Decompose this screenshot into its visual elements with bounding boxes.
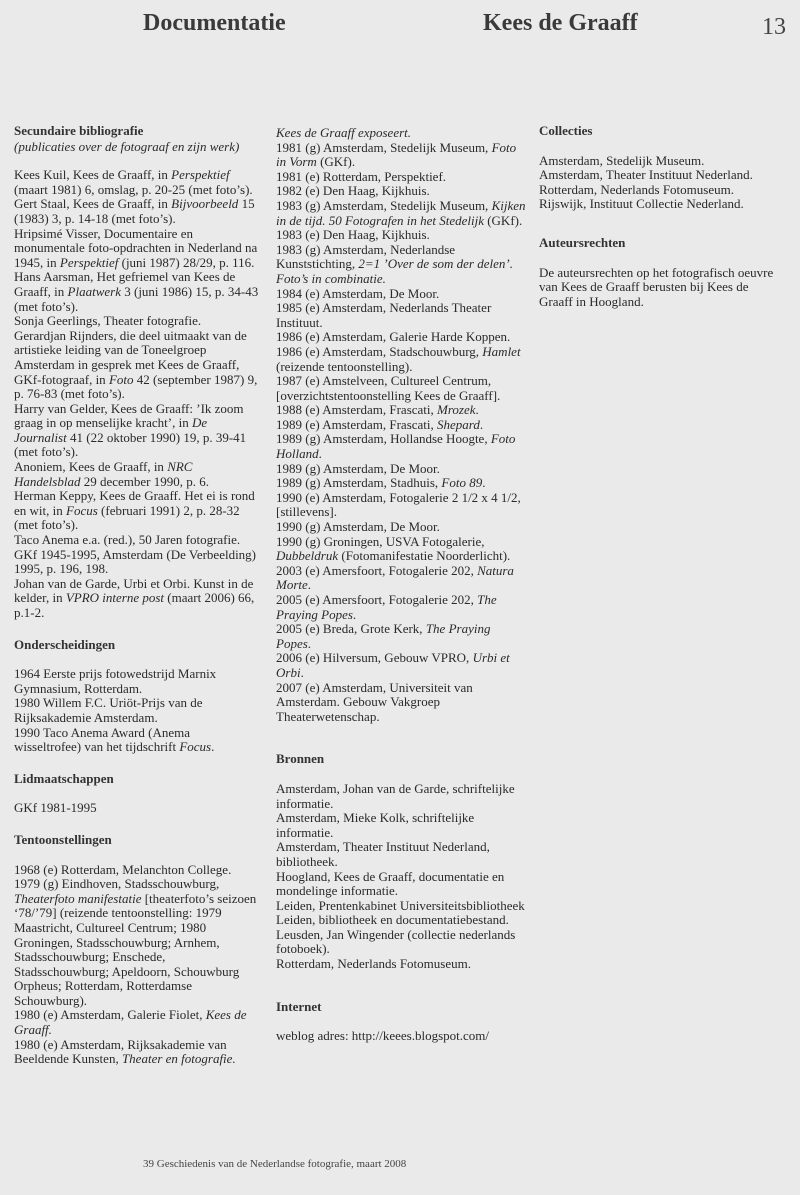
column-middle [276, 126, 526, 1044]
bibliography-entry: Sonja Geerlings, Theater fotografie. [14, 313, 202, 329]
source-entry: Amsterdam, Theater Instituut Nederland, bibliotheek. [276, 839, 490, 869]
source-entry: Rotterdam, Nederlands Fotomuseum. [276, 956, 471, 972]
source-entry: Hoogland, Kees de Graaff, documentatie en mondelinge informatie. [276, 868, 505, 899]
source-entry: Leusden, Jan Wingender (collectie nederlands fotoboek). [276, 926, 516, 957]
bibliography-entry: Gerardjan Rijnders, die deel uitmaakt van de artistieke leiding van de Toneelgroep Amsterdam in gesprek met Kees de Graaff, GKf-fotograaf, in Foto 42 (september 1987) 9, p. 76-83 (met foto’s). [14, 327, 258, 402]
exhibition-entry: 1983 (g) Amsterdam, Stedelijk Museum, Kijken in de tijd. 50 Fotografen in het Stedelijk (GKf). [276, 197, 526, 228]
bibliography-entry: Harry van Gelder, Kees de Graaff: ’Ik zoom graag in op menselijke kracht’, in De Journalist 41 (22 oktober 1990) 19, p. 39-41 (met foto’s). [14, 400, 247, 460]
awards-heading: Onderscheidingen [14, 636, 116, 652]
sources-heading: Bronnen [276, 751, 325, 767]
exhibition-entry: 2006 (e) Hilversum, Gebouw VPRO, Urbi et Orbi. [276, 650, 510, 680]
award-entry: 1980 Willem F.C. Uriöt-Prijs van de Rijksakademie Amsterdam. [14, 695, 203, 725]
bibliography-entry: Hripsimé Visser, Documentaire en monumentale foto-opdrachten in Nederland na 1945, in Perspektief (juni 1987) 28/29, p. 116. [14, 225, 258, 270]
page-footer: 39 Geschiedenis van de Nederlandse fotografie, maart 2008 [143, 1158, 407, 1170]
collection-entry: Amsterdam, Stedelijk Museum. [539, 152, 705, 168]
exhibition-entry: 2005 (e) Breda, Grote Kerk, The Praying Popes. [276, 621, 491, 651]
exhibition-entry: 1989 (g) Amsterdam, Stadhuis, Foto 89. [276, 475, 486, 491]
exhibition-entry: 1983 (g) Amsterdam, Nederlandse Kunststichting, 2=1 ’Over de som der delen’. Foto’s in combinatie. [276, 241, 513, 286]
award-entry: 1990 Taco Anema Award (Anema wisseltrofee) van het tijdschrift Focus. [14, 724, 215, 755]
bibliography-entry: Herman Keppy, Kees de Graaff. Het ei is rond en wit, in Focus (februari 1991) 2, p. 28-32 (met foto’s). [14, 488, 255, 533]
exhibition-entry: 1984 (e) Amsterdam, De Moor. [276, 285, 440, 301]
bibliography-entry: Kees Kuil, Kees de Graaff, in Perspektief (maart 1981) 6, omslag, p. 20-25 (met foto’s). [14, 167, 253, 197]
exhibition-entry: 1982 (e) Den Haag, Kijkhuis. [276, 183, 430, 199]
award-entry: 1964 Eerste prijs fotowedstrijd Marnix Gymnasium, Rotterdam. [14, 666, 217, 696]
exhibition-entry: Kees de Graaff exposeert. [276, 125, 412, 140]
exhibition-entry: 1988 (e) Amsterdam, Frascati, Mrozek. [276, 402, 479, 418]
secondary-bibliography-heading: Secundaire bibliografie [14, 123, 144, 138]
exhibition-entry: 1990 (e) Amsterdam, Fotogalerie 2 1/2 x 4 1/2, [stillevens]. [276, 489, 521, 520]
collection-entry: Rijswijk, Instituut Collectie Nederland. [539, 196, 744, 212]
exhibition-entry: 1986 (e) Amsterdam, Stadschouwburg, Hamlet (reizende tentoonstelling). [276, 343, 521, 374]
bibliography-entry: Taco Anema e.a. (red.), 50 Jaren fotografie. GKf 1945-1995, Amsterdam (De Verbeelding) 1995, p. 196, 198. [14, 532, 257, 577]
collections-heading: Collecties [539, 123, 593, 138]
exhibition-entry: 1990 (g) Groningen, USVA Fotogalerie, Dubbeldruk (Fotomanifestatie Noorderlicht). [276, 533, 511, 564]
bibliography-entry: Hans Aarsman, Het gefriemel van Kees de Graaff, in Plaatwerk 3 (juni 1986) 15, p. 34-43 (met foto’s). [14, 269, 259, 314]
page-number: 13 [762, 14, 786, 40]
exhibition-entry: 1986 (e) Amsterdam, Galerie Harde Koppen. [276, 329, 511, 345]
exhibition-entry: 1989 (g) Amsterdam, Hollandse Hoogte, Foto Holland. [276, 431, 516, 462]
exhibition-entry: 1989 (e) Amsterdam, Frascati, Shepard. [276, 416, 484, 432]
exhibition-entry: 1983 (e) Den Haag, Kijkhuis. [276, 227, 430, 243]
source-entry: Amsterdam, Mieke Kolk, schriftelijke informatie. [276, 810, 475, 840]
exhibition-entry: 1980 (e) Amsterdam, Rijksakademie van Beeldende Kunsten, Theater en fotografie. [14, 1036, 236, 1067]
copyright-text: De auteursrechten op het fotografisch oeuvre van Kees de Graaff berusten bij Kees de Graaff in Hoogland. [539, 264, 774, 309]
source-entry: Amsterdam, Johan van de Garde, schriftelijke informatie. [276, 780, 515, 811]
exhibitions-heading: Tentoonstellingen [14, 831, 112, 847]
exhibition-entry: 1981 (g) Amsterdam, Stedelijk Museum, Foto in Vorm (GKf). [276, 139, 517, 170]
section-title: Documentatie [143, 10, 286, 36]
exhibition-entry: 1987 (e) Amstelveen, Cultureel Centrum, [overzichtstentoonstelling Kees de Graaff]. [276, 373, 501, 403]
bibliography-entry: Johan van de Garde, Urbi et Orbi. Kunst in de kelder, in VPRO interne post (maart 2006) 66, p.1-2. [14, 575, 255, 620]
exhibition-entry: 1985 (e) Amsterdam, Nederlands Theater Instituut. [276, 300, 492, 330]
column-right [539, 124, 779, 309]
exhibition-entry: 1979 (g) Eindhoven, Stadsschouwburg, Theaterfoto manifestatie [theaterfoto’s seizoen ‘78/’79] (reizende tentoonstelling: 1979 Maastricht, Cultureel Centrum; 1980 Groningen, Stadsschouwburg; Arnhem, Stadsschouwburg; Enschede, Stadsschouwburg; Apeldoorn, Schouwburg Orpheus; Rotterdam, Rotterdamse Schouwburg). [14, 876, 257, 1008]
column-left [14, 124, 259, 1067]
exhibition-entry: 1990 (g) Amsterdam, De Moor. [276, 519, 440, 535]
exhibition-entry: 1968 (e) Rotterdam, Melanchton College. [14, 861, 232, 877]
copyright-heading: Auteursrechten [539, 234, 626, 250]
collection-entry: Rotterdam, Nederlands Fotomuseum. [539, 181, 734, 197]
photographer-name-title: Kees de Graaff [483, 10, 638, 36]
collection-entry: Amsterdam, Theater Instituut Nederland. [539, 167, 753, 183]
exhibition-entry: 2007 (e) Amsterdam, Universiteit van Amsterdam. Gebouw Vakgroep Theaterwetenschap. [276, 679, 473, 724]
bibliography-entry: Anoniem, Kees de Graaff, in NRC Handelsblad 29 december 1990, p. 6. [14, 459, 209, 489]
internet-heading: Internet [276, 998, 322, 1014]
exhibition-entry: 1980 (e) Amsterdam, Galerie Fiolet, Kees de Graaff. [14, 1007, 247, 1038]
bibliography-entry: Gert Staal, Kees de Graaff, in Bijvoorbeeld 15 (1983) 3, p. 14-18 (met foto’s). [14, 196, 255, 226]
exhibition-entry: 1989 (g) Amsterdam, De Moor. [276, 460, 440, 476]
exhibition-entry: 2003 (e) Amersfoort, Fotogalerie 202, Natura Morte. [276, 562, 514, 593]
membership-entry: GKf 1981-1995 [14, 800, 97, 816]
exhibition-entry: 1981 (e) Rotterdam, Perspektief. [276, 168, 447, 184]
secondary-bibliography-subheading: (publicaties over de fotograaf en zijn werk) [14, 138, 240, 154]
source-entry: Leiden, Prentenkabinet Universiteitsbibliotheek Leiden, bibliotheek en documentatiebestand. [276, 897, 525, 928]
exhibition-entry: 2005 (e) Amersfoort, Fotogalerie 202, The Praying Popes. [276, 592, 497, 622]
weblog-link[interactable]: weblog adres: http://keees.blogspot.com/ [276, 1028, 490, 1044]
memberships-heading: Lidmaatschappen [14, 770, 114, 786]
